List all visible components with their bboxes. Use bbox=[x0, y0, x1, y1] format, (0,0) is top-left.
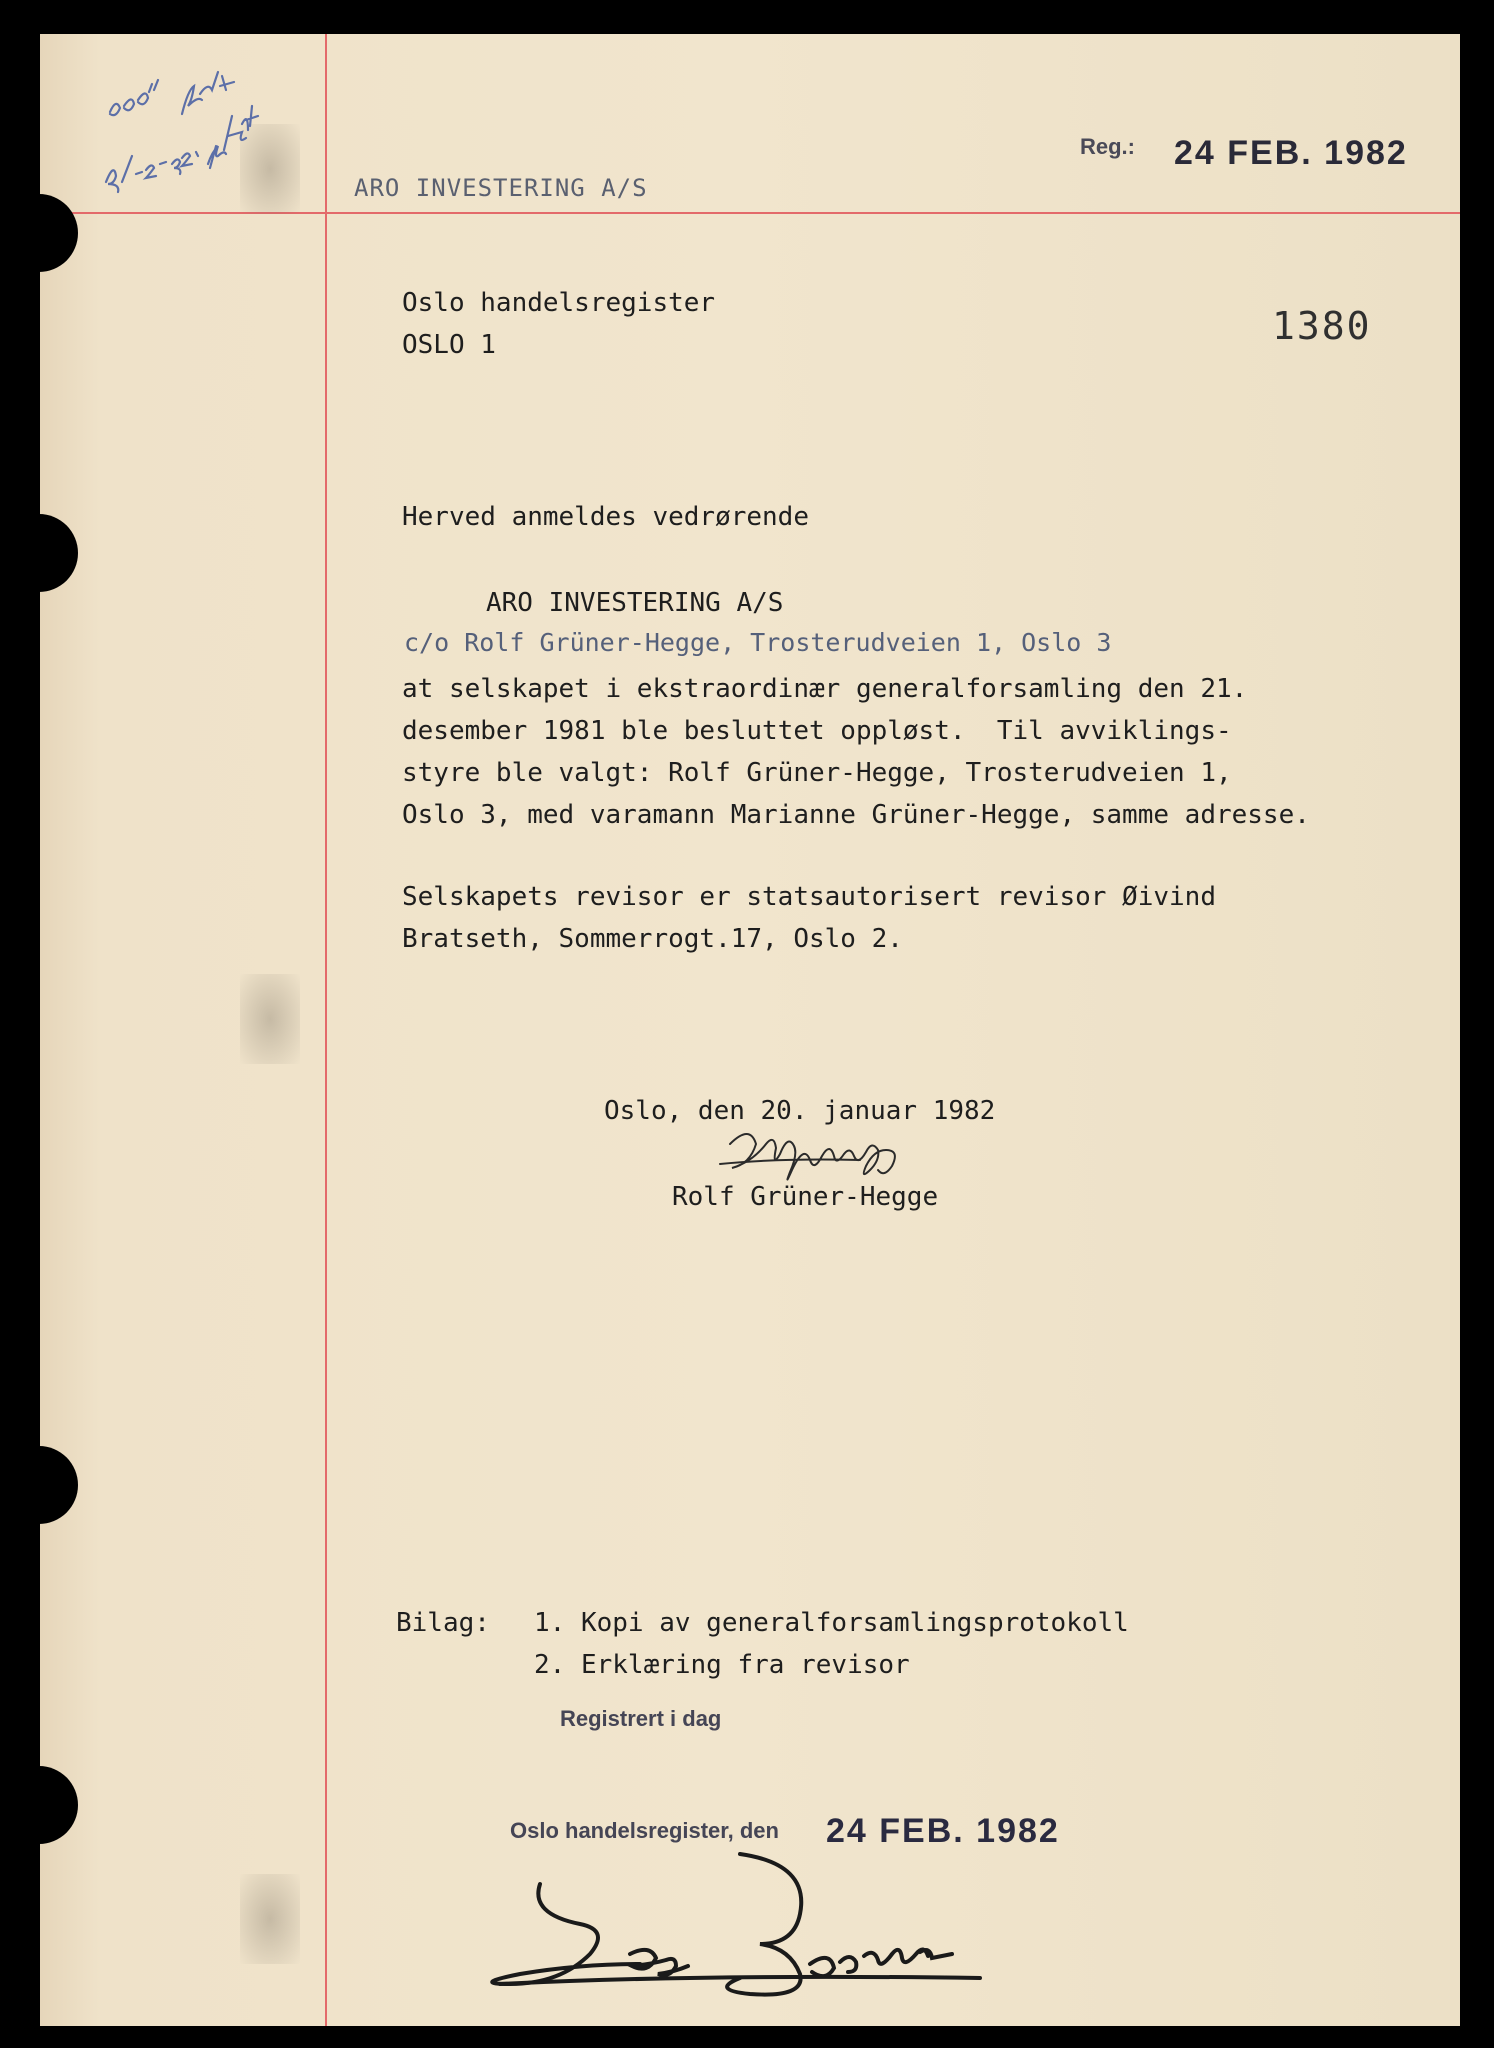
punch-hole bbox=[0, 1446, 78, 1524]
body-line: styre ble valgt: Rolf Grüner-Hegge, Trosterudveien 1, bbox=[402, 758, 1232, 788]
margin-rule bbox=[325, 34, 327, 2026]
attachment-item: 2. Erklæring fra revisor bbox=[534, 1650, 910, 1680]
attachment-item: 1. Kopi av generalforsamlingsprotokoll bbox=[534, 1608, 1129, 1638]
paper-stain bbox=[240, 974, 300, 1064]
punch-hole bbox=[0, 194, 78, 272]
register-line-label: Oslo handelsregister, den bbox=[510, 1818, 779, 1843]
letterhead: ARO INVESTERING A/S bbox=[354, 174, 648, 202]
care-of-line: c/o Rolf Grüner-Hegge, Trosterudveien 1, Oslo 3 bbox=[404, 628, 1112, 657]
registered-today-stamp: Registrert i dag bbox=[560, 1706, 722, 1731]
place-date: Oslo, den 20. januar 1982 bbox=[604, 1096, 996, 1126]
punch-hole bbox=[0, 1766, 78, 1844]
document-page bbox=[40, 34, 1460, 2026]
register-date-stamp: 24 FEB. 1982 bbox=[826, 1812, 1060, 1850]
addressee-line-2: OSLO 1 bbox=[402, 330, 496, 360]
addressee-line-1: Oslo handelsregister bbox=[402, 288, 716, 318]
body-line: desember 1981 ble besluttet oppløst. Til avviklings- bbox=[402, 716, 1232, 746]
body-line: at selskapet i ekstraordinær generalforsamling den 21. bbox=[402, 674, 1248, 704]
handwritten-note bbox=[96, 54, 266, 204]
body-line: Bratseth, Sommerrogt.17, Oslo 2. bbox=[402, 924, 903, 954]
body-line: Selskapets revisor er statsautorisert revisor Øivind bbox=[402, 882, 1216, 912]
reg-date-stamp: 24 FEB. 1982 bbox=[1174, 134, 1408, 172]
registrar-signature bbox=[480, 1844, 1040, 2024]
body-line: Oslo 3, med varamann Marianne Grüner-Hegge, samme adresse. bbox=[402, 800, 1310, 830]
reg-label: Reg.: bbox=[1080, 134, 1135, 159]
file-number: 1380 bbox=[1272, 304, 1372, 348]
punch-hole bbox=[0, 514, 78, 592]
paper-stain bbox=[240, 1874, 300, 1964]
signer-name: Rolf Grüner-Hegge bbox=[672, 1182, 939, 1212]
company-name: ARO INVESTERING A/S bbox=[486, 588, 784, 618]
intro-line: Herved anmeldes vedrørende bbox=[402, 502, 809, 532]
attachments-label: Bilag: bbox=[396, 1608, 490, 1638]
